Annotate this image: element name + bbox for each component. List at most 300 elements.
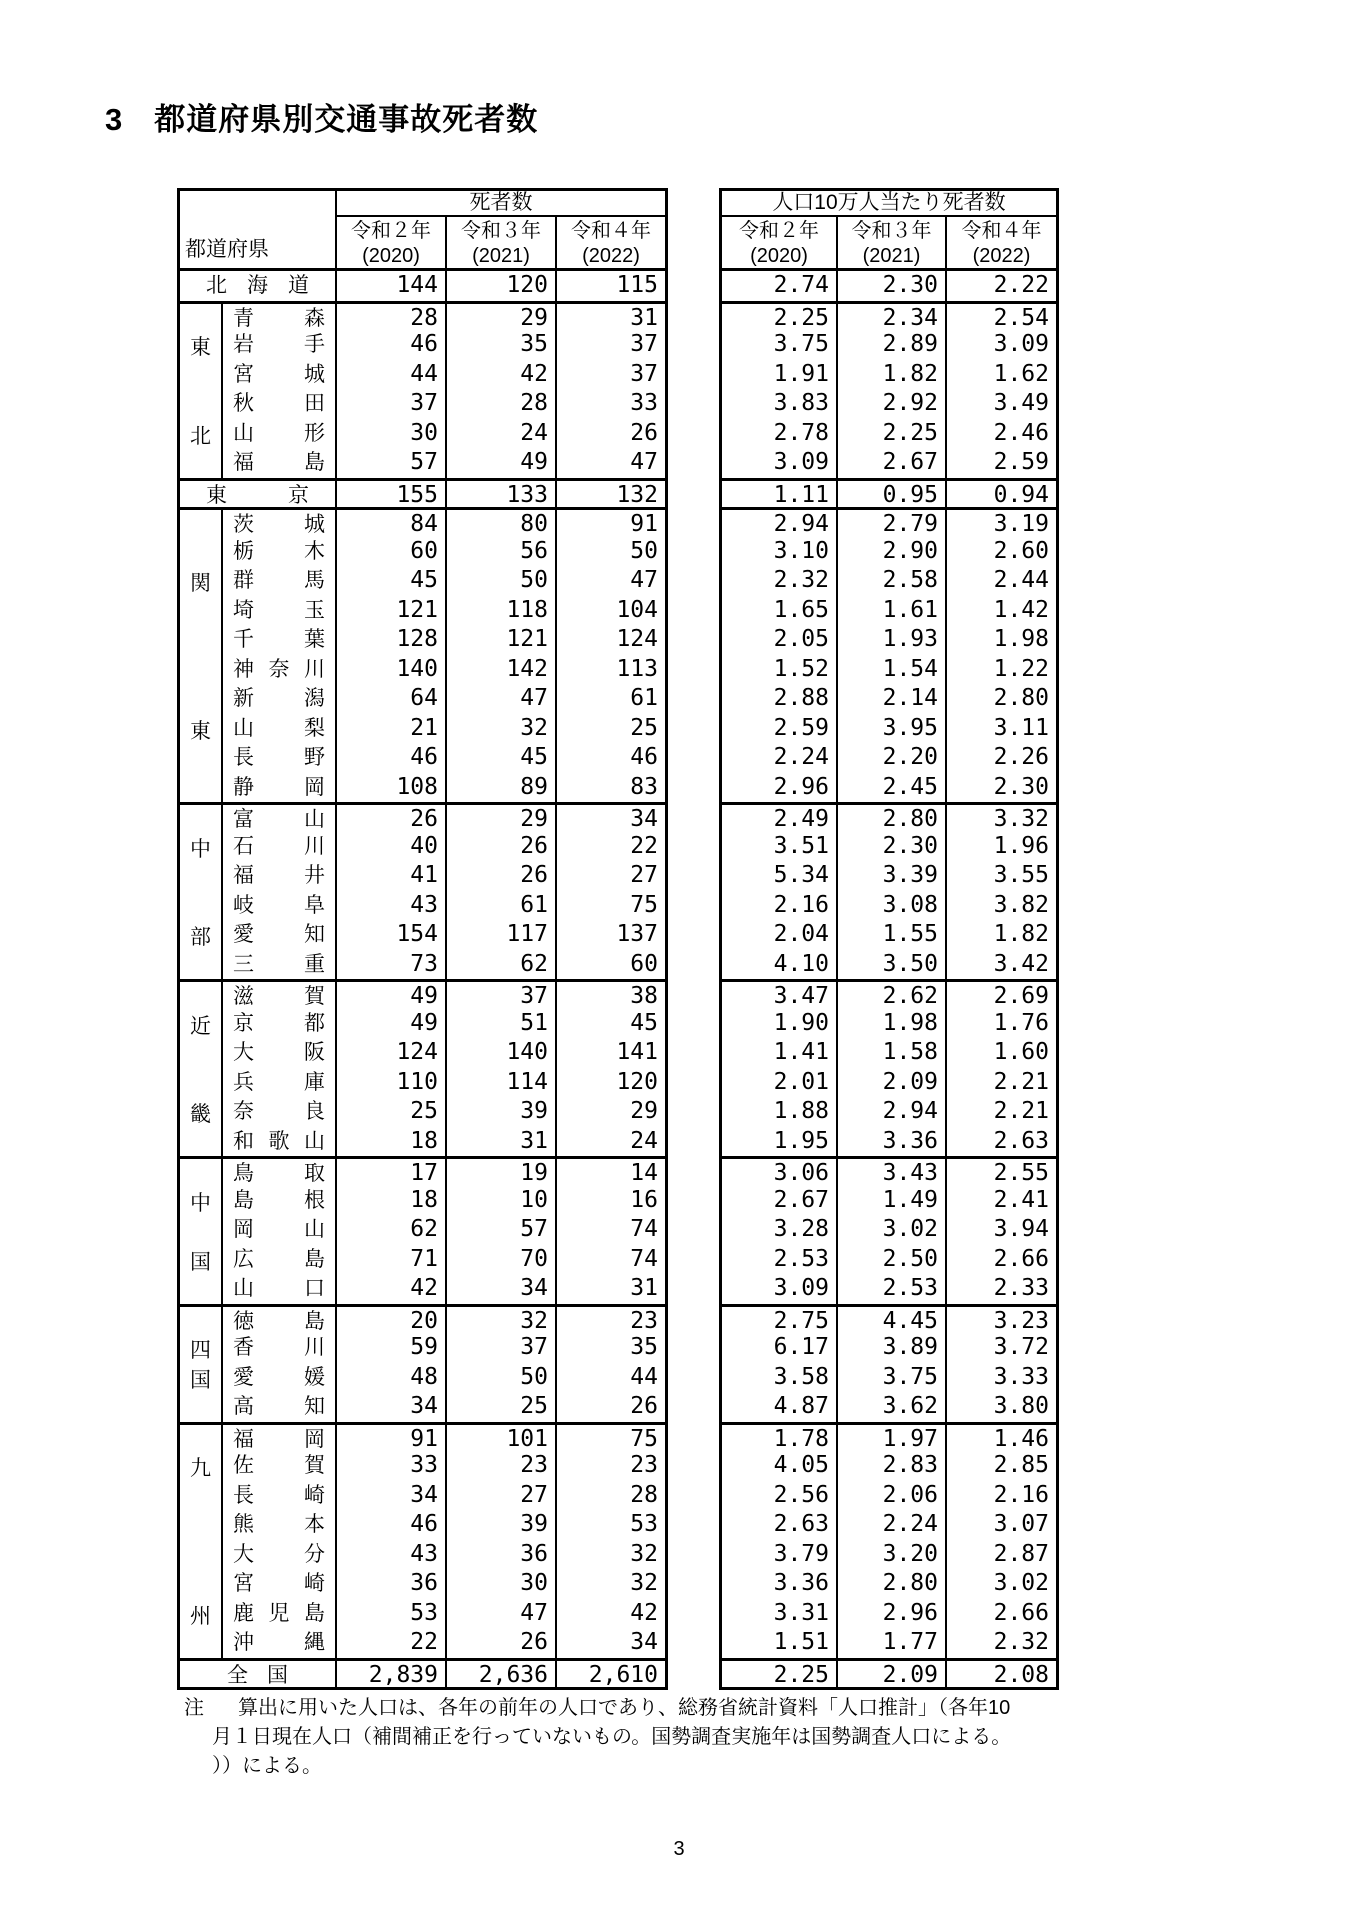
prefecture-name-cell: 愛媛	[221, 1363, 335, 1393]
prefecture-name-cell: 神奈川	[221, 655, 335, 685]
fatality-rate-cell: 2.94	[836, 1097, 945, 1127]
era-label: 令和３年	[851, 220, 932, 242]
fatality-rate-cell: 2.63	[945, 1127, 1056, 1157]
fatality-rate-cell: 3.83	[773, 390, 829, 416]
fatality-rate-cell: 3.82	[945, 891, 1056, 921]
fatality-rate-cell: 3.42	[945, 950, 1056, 980]
prefecture-name-cell: 大阪	[221, 1038, 335, 1068]
fatality-rate-cell: 1.51	[773, 1629, 829, 1655]
fatality-rate-cell: 2.79	[836, 507, 945, 537]
death-count-cell: 64	[335, 684, 445, 714]
death-count-cell: 28	[445, 389, 555, 419]
fatality-rate-cell: 1.96	[945, 832, 1056, 862]
death-count-cell: 42	[555, 1599, 665, 1629]
fatality-rate-cell: 2.90	[836, 537, 945, 567]
fatality-rate-cell: 2.58	[836, 566, 945, 596]
fatality-rate-cell: 3.50	[836, 950, 945, 980]
death-count-cell: 45	[555, 1009, 665, 1039]
prefecture-name-cell: 福井	[221, 861, 335, 891]
prefecture-name-cell: 千葉	[221, 625, 335, 655]
fatality-rate-cell: 2.66	[945, 1599, 1056, 1629]
fatality-rate-cell: 3.10	[773, 537, 829, 564]
death-count-cell: 22	[555, 832, 665, 862]
death-count-cell: 47	[555, 566, 665, 596]
fatality-rate-cell: 2.45	[836, 773, 945, 803]
fatality-rate-cell: 1.11	[722, 478, 836, 508]
death-count-cell: 132	[555, 478, 665, 508]
death-count-cell: 40	[335, 832, 445, 862]
fatality-rate-cell: 2.21	[945, 1097, 1056, 1127]
fatality-rate-cell: 2.56	[773, 1481, 829, 1508]
death-count-cell: 62	[445, 950, 555, 980]
fatality-rate-cell: 2.69	[945, 979, 1056, 1009]
region-label-char: 関	[190, 572, 211, 595]
fatality-rate-cell: 2.25	[836, 419, 945, 449]
region-label-char: 東	[190, 336, 211, 359]
fatality-rate-cell: 3.09	[773, 1275, 829, 1301]
fatality-rate-cell: 6.17	[773, 1334, 829, 1360]
region-group-cell	[180, 1156, 221, 1304]
prefecture-name-cell: 山梨	[221, 714, 335, 744]
prefecture-name-cell: 岩手	[221, 330, 335, 360]
death-count-cell: 20	[335, 1304, 445, 1334]
prefecture-name-cell: 北海道	[206, 274, 309, 297]
footnote-label: 注	[184, 1697, 204, 1719]
death-count-cell: 25	[445, 1392, 555, 1422]
fatality-rate-cell: 2.66	[945, 1245, 1056, 1275]
death-count-cell: 140	[445, 1038, 555, 1068]
fatality-rate-cell: 2.96	[773, 773, 829, 800]
death-count-cell: 120	[555, 1068, 665, 1098]
fatality-rate-cell: 3.09	[773, 449, 829, 475]
death-count-cell: 37	[555, 330, 665, 360]
fatality-rate-cell: 3.09	[945, 330, 1056, 360]
death-count-cell: 60	[555, 950, 665, 980]
fatality-rate-cell: 1.60	[945, 1038, 1056, 1068]
death-count-cell: 74	[555, 1245, 665, 1275]
death-count-cell: 46	[335, 743, 445, 773]
fatality-rate-cell: 2.80	[836, 1569, 945, 1599]
region-label-char: 九	[190, 1457, 211, 1480]
national-total-name-cell: 全国	[180, 1658, 335, 1688]
fatality-rate-cell: 2.49	[722, 802, 836, 832]
death-count-cell: 74	[555, 1215, 665, 1245]
fatality-rate-cell: 3.28	[773, 1216, 829, 1242]
death-count-cell: 28	[335, 301, 445, 331]
fatality-rate-cell: 3.62	[836, 1392, 945, 1422]
prefecture-name-cell: 長崎	[221, 1481, 335, 1511]
fatality-rate-cell: 2.96	[836, 1599, 945, 1629]
death-count-cell: 84	[335, 507, 445, 537]
death-count-cell: 22	[335, 1628, 445, 1658]
death-count-cell: 101	[445, 1422, 555, 1452]
death-count-cell: 43	[335, 891, 445, 921]
fatality-rate-cell: 2.53	[836, 1274, 945, 1304]
fatality-rate-cell: 2.74	[773, 272, 829, 298]
region-label-char: 州	[190, 1604, 211, 1628]
prefecture-name-cell: 青森	[221, 301, 335, 331]
fatality-rate-cell: 2.75	[722, 1304, 836, 1334]
fatality-rate-cell: 2.44	[945, 566, 1056, 596]
death-count-cell: 37	[445, 1333, 555, 1363]
death-count-cell: 26	[555, 1392, 665, 1422]
death-count-cell: 154	[335, 920, 445, 950]
death-count-cell: 59	[335, 1333, 445, 1363]
fatality-rate-cell: 2.30	[945, 773, 1056, 803]
fatality-rate-cell: 3.31	[773, 1599, 829, 1626]
region-group-cell	[180, 301, 221, 478]
death-count-cell: 31	[555, 1274, 665, 1304]
region-label-char: 北	[190, 424, 211, 448]
fatality-rate-cell: 3.80	[945, 1392, 1056, 1422]
fatality-rate-cell: 1.58	[836, 1038, 945, 1068]
fatality-rate-cell: 2.63	[773, 1511, 829, 1537]
year-header-2020	[722, 217, 836, 271]
fatality-rate-cell: 1.82	[945, 920, 1056, 950]
fatality-rate-cell: 2.80	[945, 684, 1056, 714]
death-count-cell: 60	[335, 537, 445, 567]
region-label-char: 近	[190, 1014, 211, 1038]
death-count-cell: 70	[445, 1245, 555, 1275]
fatality-rate-cell: 1.78	[722, 1422, 836, 1452]
region-label-char: 四	[190, 1339, 211, 1362]
fatality-rate-cell: 4.87	[773, 1393, 829, 1419]
region-group-cell	[180, 802, 221, 979]
fatality-rate-cell: 1.91	[773, 360, 829, 387]
death-count-cell: 61	[555, 684, 665, 714]
death-count-cell: 35	[555, 1333, 665, 1363]
death-count-cell: 137	[555, 920, 665, 950]
death-count-cell: 49	[445, 448, 555, 478]
death-count-cell: 46	[335, 1510, 445, 1540]
death-count-cell: 56	[445, 537, 555, 567]
death-count-cell: 26	[445, 832, 555, 862]
fatality-rate-cell: 2.24	[836, 1510, 945, 1540]
region-group-cell	[180, 507, 221, 802]
fatality-rate-cell: 2.87	[945, 1540, 1056, 1570]
section-number: 3	[105, 102, 123, 137]
era-label: 令和３年	[461, 220, 541, 242]
fatality-rate-cell: 1.49	[836, 1186, 945, 1216]
death-count-cell: 41	[335, 861, 445, 891]
western-year-label: (2021)	[472, 245, 530, 267]
region-label-char: 東	[190, 719, 211, 743]
death-count-cell: 108	[335, 773, 445, 803]
region-label-char: 国	[190, 1368, 211, 1392]
fatality-rate-cell: 0.95	[836, 478, 945, 508]
fatality-rate-cell: 0.94	[945, 478, 1056, 508]
era-label: 令和４年	[961, 220, 1042, 242]
region-label-char: 畿	[190, 1103, 211, 1126]
fatality-rate-cell: 3.43	[836, 1156, 945, 1186]
death-count-cell: 35	[445, 330, 555, 360]
death-count-cell: 32	[445, 714, 555, 744]
footnote-line	[184, 1694, 1011, 1723]
rate-table	[719, 188, 1059, 1690]
death-count-cell: 28	[555, 1481, 665, 1511]
death-count-cell: 36	[445, 1540, 555, 1570]
fatality-rate-cell: 2.41	[945, 1186, 1056, 1216]
prefecture-name-cell: 富山	[221, 802, 335, 832]
death-count-cell: 26	[445, 861, 555, 891]
prefecture-name-cell: 鳥取	[221, 1156, 335, 1186]
prefecture-name-cell: 沖縄	[221, 1628, 335, 1658]
fatality-rate-cell: 2.67	[836, 448, 945, 478]
era-label: 令和２年	[351, 220, 431, 242]
prefecture-name-cell: 京都	[221, 1009, 335, 1039]
prefecture-name-cell: 群馬	[221, 566, 335, 596]
region-label-char: 部	[190, 926, 211, 949]
deaths-table	[177, 188, 668, 1690]
death-count-cell: 33	[555, 389, 665, 419]
year-header-2021	[836, 217, 945, 271]
death-count-cell: 36	[335, 1569, 445, 1599]
prefecture-name-cell: 山口	[221, 1274, 335, 1304]
death-count-cell: 27	[445, 1481, 555, 1511]
death-count-cell: 115	[555, 271, 665, 301]
western-year-label: (2020)	[750, 245, 808, 267]
fatality-rate-cell: 2.20	[836, 743, 945, 773]
fatality-rate-cell: 1.82	[836, 360, 945, 390]
death-count-cell: 118	[445, 596, 555, 626]
death-count-cell: 29	[555, 1097, 665, 1127]
death-count-cell: 71	[335, 1245, 445, 1275]
deaths-group-header: 死者数	[335, 191, 665, 217]
death-count-cell: 24	[555, 1127, 665, 1157]
fatality-rate-cell: 4.05	[773, 1452, 829, 1478]
fatality-rate-cell: 1.76	[945, 1009, 1056, 1039]
fatality-rate-cell: 1.55	[836, 920, 945, 950]
fatality-rate-cell: 2.16	[945, 1481, 1056, 1511]
fatality-rate-cell: 2.22	[945, 271, 1056, 301]
fatality-rate-cell: 2.30	[836, 832, 945, 862]
death-count-cell: 10	[445, 1186, 555, 1216]
death-count-cell: 37	[335, 389, 445, 419]
death-count-cell: 110	[335, 1068, 445, 1098]
death-count-cell: 91	[335, 1422, 445, 1452]
death-count-cell: 124	[555, 625, 665, 655]
fatality-rate-cell: 3.75	[773, 331, 829, 357]
fatality-rate-cell: 3.75	[836, 1363, 945, 1393]
fatality-rate-cell: 2.34	[836, 301, 945, 331]
death-count-cell: 140	[335, 655, 445, 685]
fatality-rate-cell: 1.61	[836, 596, 945, 626]
fatality-rate-cell: 2.67	[773, 1186, 829, 1213]
fatality-rate-cell: 3.02	[945, 1569, 1056, 1599]
death-count-cell: 37	[445, 979, 555, 1009]
fatality-rate-cell: 2.16	[773, 891, 829, 918]
prefecture-name-cell: 福岡	[221, 1422, 335, 1452]
death-count-cell: 53	[555, 1510, 665, 1540]
fatality-rate-cell: 1.54	[836, 655, 945, 685]
fatality-rate-cell: 2.59	[773, 714, 829, 741]
death-count-cell: 49	[335, 979, 445, 1009]
death-count-cell: 32	[555, 1540, 665, 1570]
fatality-rate-cell: 3.11	[945, 714, 1056, 744]
prefecture-name-cell: 岡山	[221, 1215, 335, 1245]
death-count-cell: 21	[335, 714, 445, 744]
death-count-cell: 47	[445, 1599, 555, 1629]
death-count-cell: 26	[445, 1628, 555, 1658]
fatality-rate-cell: 3.58	[773, 1363, 829, 1390]
death-count-cell: 155	[335, 478, 445, 508]
prefecture-name-cell: 静岡	[221, 773, 335, 803]
death-count-cell: 121	[335, 596, 445, 626]
fatality-rate-cell: 1.62	[945, 360, 1056, 390]
region-group-cell	[180, 979, 221, 1156]
death-count-cell: 75	[555, 1422, 665, 1452]
fatality-rate-cell: 2.21	[945, 1068, 1056, 1098]
prefecture-name-cell: 東京	[180, 478, 335, 508]
western-year-label: (2022)	[582, 245, 640, 267]
fatality-rate-cell: 4.10	[773, 950, 829, 977]
prefecture-name-cell: 長野	[221, 743, 335, 773]
fatality-rate-cell: 1.88	[773, 1098, 829, 1124]
death-count-cell: 50	[445, 1363, 555, 1393]
death-count-cell: 144	[335, 271, 445, 301]
fatality-rate-cell: 2.26	[945, 743, 1056, 773]
death-count-cell: 49	[335, 1009, 445, 1039]
death-count-cell: 44	[555, 1363, 665, 1393]
death-count-cell: 47	[555, 448, 665, 478]
year-header-2021	[445, 217, 555, 271]
death-count-cell: 43	[335, 1540, 445, 1570]
prefecture-name-cell: 奈良	[221, 1097, 335, 1127]
fatality-rate-cell: 5.34	[773, 862, 829, 888]
death-count-cell: 104	[555, 596, 665, 626]
death-count-cell: 113	[555, 655, 665, 685]
era-label: 令和４年	[571, 220, 651, 242]
fatality-rate-cell: 2.60	[945, 537, 1056, 567]
death-count-cell: 39	[445, 1097, 555, 1127]
fatality-rate-cell: 2.25	[722, 301, 836, 331]
prefecture-name-cell: 岐阜	[221, 891, 335, 921]
death-count-cell: 48	[335, 1363, 445, 1393]
fatality-rate-cell: 2.46	[945, 419, 1056, 449]
fatality-rate-cell: 1.95	[773, 1127, 829, 1154]
death-count-cell: 30	[335, 419, 445, 449]
death-count-cell: 45	[335, 566, 445, 596]
death-count-cell: 34	[335, 1392, 445, 1422]
fatality-rate-cell: 2.89	[836, 330, 945, 360]
death-count-cell: 31	[555, 301, 665, 331]
fatality-rate-cell: 1.52	[773, 655, 829, 682]
prefecture-name-cell: 福島	[221, 448, 335, 478]
prefecture-name-cell: 兵庫	[221, 1068, 335, 1098]
fatality-rate-cell: 3.33	[945, 1363, 1056, 1393]
prefecture-name-cell: 新潟	[221, 684, 335, 714]
fatality-rate-cell: 2.24	[773, 744, 829, 770]
death-count-cell: 62	[335, 1215, 445, 1245]
death-count-cell: 16	[555, 1186, 665, 1216]
region-group-cell	[180, 1304, 221, 1422]
death-count-cell: 32	[445, 1304, 555, 1334]
prefecture-name-cell: 愛知	[221, 920, 335, 950]
death-count-cell: 80	[445, 507, 555, 537]
death-count-cell: 133	[445, 478, 555, 508]
death-count-cell: 27	[555, 861, 665, 891]
prefecture-name-cell: 熊本	[221, 1510, 335, 1540]
death-count-cell: 32	[555, 1569, 665, 1599]
death-count-cell: 91	[555, 507, 665, 537]
fatality-rate-cell: 3.06	[722, 1156, 836, 1186]
death-count-cell: 114	[445, 1068, 555, 1098]
death-count-cell: 26	[555, 419, 665, 449]
death-count-cell: 33	[335, 1451, 445, 1481]
prefecture-name-cell: 鹿児島	[221, 1599, 335, 1629]
fatality-rate-cell: 1.98	[945, 625, 1056, 655]
fatality-rate-cell: 2.50	[836, 1245, 945, 1275]
fatality-rate-cell: 2.32	[945, 1628, 1056, 1658]
fatality-rate-cell: 1.65	[773, 596, 829, 623]
fatality-rate-cell: 3.36	[836, 1127, 945, 1157]
fatality-rate-cell: 3.36	[773, 1570, 829, 1596]
death-count-cell: 24	[445, 419, 555, 449]
page-number: 3	[673, 1838, 685, 1860]
fatality-rate-cell: 2.94	[722, 507, 836, 537]
fatality-rate-cell: 3.07	[945, 1510, 1056, 1540]
prefecture-name-cell: 広島	[221, 1245, 335, 1275]
fatality-rate-cell: 1.93	[836, 625, 945, 655]
fatality-rate-cell: 3.51	[773, 832, 829, 859]
fatality-rate-cell: 1.22	[945, 655, 1056, 685]
death-count-cell: 39	[445, 1510, 555, 1540]
fatality-rate-cell: 2.08	[945, 1658, 1056, 1688]
death-count-cell: 34	[555, 802, 665, 832]
fatality-rate-cell: 2.09	[836, 1068, 945, 1098]
prefecture-name-cell: 滋賀	[221, 979, 335, 1009]
year-header-2020	[335, 217, 445, 271]
fatality-rate-cell: 2.06	[836, 1481, 945, 1511]
fatality-rate-cell: 2.04	[773, 921, 829, 947]
footnote-line: ））による。	[212, 1755, 322, 1777]
fatality-rate-cell: 2.09	[836, 1658, 945, 1688]
death-count-cell: 57	[335, 448, 445, 478]
death-count-cell: 73	[335, 950, 445, 980]
death-count-cell: 89	[445, 773, 555, 803]
fatality-rate-cell: 1.97	[836, 1422, 945, 1452]
fatality-rate-cell: 3.72	[945, 1333, 1056, 1363]
section-heading: 都道府県別交通事故死者数	[154, 102, 539, 137]
footnote-text: 算出に用いた人口は、各年の前年の人口であり、総務省統計資料「人口推計」（各年10	[238, 1697, 1011, 1719]
death-count-cell: 29	[445, 301, 555, 331]
fatality-rate-cell: 2.80	[836, 802, 945, 832]
western-year-label: (2022)	[972, 245, 1031, 267]
prefecture-name-cell: 徳島	[221, 1304, 335, 1334]
prefecture-name-cell: 石川	[221, 832, 335, 862]
death-count-cell: 18	[335, 1186, 445, 1216]
prefecture-name-cell: 三重	[221, 950, 335, 980]
fatality-rate-cell: 3.95	[836, 714, 945, 744]
fatality-rate-cell: 2.92	[836, 389, 945, 419]
death-count-cell: 14	[555, 1156, 665, 1186]
death-count-cell: 42	[445, 360, 555, 390]
death-count-cell: 124	[335, 1038, 445, 1068]
death-count-cell: 18	[335, 1127, 445, 1157]
fatality-rate-cell: 3.55	[945, 861, 1056, 891]
death-count-cell: 23	[555, 1451, 665, 1481]
death-count-cell: 19	[445, 1156, 555, 1186]
death-count-cell: 34	[335, 1481, 445, 1511]
fatality-rate-cell: 2.33	[945, 1274, 1056, 1304]
fatality-rate-cell: 1.90	[773, 1009, 829, 1036]
death-count-cell: 75	[555, 891, 665, 921]
prefecture-name-cell: 佐賀	[221, 1451, 335, 1481]
region-label-char: 国	[190, 1250, 211, 1274]
fatality-rate-cell: 1.46	[945, 1422, 1056, 1452]
death-count-cell: 120	[445, 271, 555, 301]
fatality-rate-cell: 3.39	[836, 861, 945, 891]
